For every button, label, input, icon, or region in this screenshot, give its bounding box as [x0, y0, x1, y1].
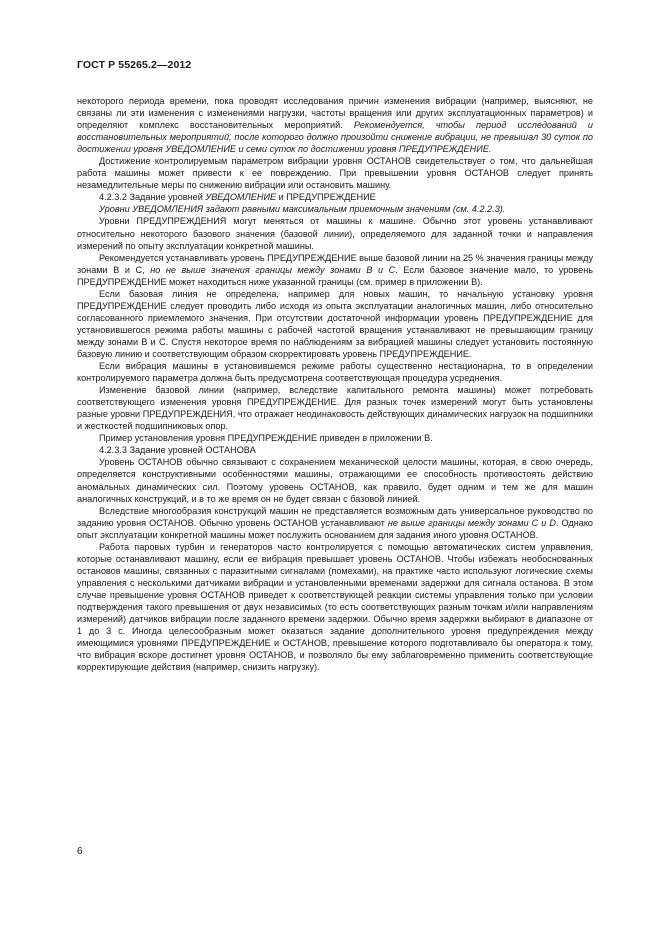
paragraph-p8: [77, 360, 593, 384]
body-text-run: Уровни ПРЕДУПРЕЖДЕНИЯ могут меняться от машины к машине. Обычно этот уровень устанавливают относительно некоторого базового значения (базовой линии), определяемого для заданной точки и направления измерений по опыту эксплуатации конкретной машины.: [77, 216, 593, 251]
italic-text: УВЕДОМЛЕНИЕ: [205, 192, 277, 203]
paragraph-p5: [77, 215, 593, 251]
paragraph-p12: [77, 456, 593, 504]
document-body: [77, 95, 593, 673]
paragraph-p7: [77, 288, 593, 360]
italic-text: не выше границы между зонами С и D: [387, 517, 556, 528]
body-text-run: . Однако опыт эксплуатации конкретной машины может послужить основанием для задания иного уровня ОСТАНОВ.: [77, 517, 593, 540]
body-text-run: Если базовая линия не определена, например для новых машин, то начальную установку уровня ПРЕДУПРЕЖДЕНИЕ следует проводить либо исходя из опыта эксплуатации аналогичных машин, либо относительно согласованного приемлемого значения. При отсутствии достаточной информации уровень ПРЕДУПРЕЖДЕНИЕ для установившегося режима работы машины с рабочей частотой вращения устанавливают не превышающим границу между зонами В и С. Спустя некоторое время по наблюдениям за вибрацией машины следует установить постоянную базовую линию и соответствующим образом скорректировать уровень ПРЕДУПРЕЖДЕНИЕ.: [77, 288, 593, 359]
body-text-run: некоторого периода времени, пока проводят исследования причин изменения вибрации (например, выясняют, не связаны ли эти изменения с изменениями нагрузки, частоты вращения или других эксплуатационных параметров) и определяют комплекс восстановительных мероприятий.: [77, 96, 593, 131]
body-text-run: Уровень ОСТАНОВ обычно связывают с сохранением механической целости машины, которая, в свою очередь, определяется конструктивными особенностями машины, отражающими ее способность противостоять действию аномальных динамических сил. Поэтому уровень ОСТАНОВ, как правило, будет одним и тем же для машин аналогичных конструкций, и в то же время он не будет связан с базовой линией.: [77, 457, 593, 504]
page-number: 6: [77, 846, 83, 857]
body-text-run: Пример установления уровня ПРЕДУПРЕЖДЕНИЕ приведен в приложении В.: [99, 433, 433, 444]
paragraph-p14: [77, 541, 593, 674]
paragraph-p6: [77, 252, 593, 288]
body-text-run: Изменение базовой линии (например, вследствие капитального ремонта машины) может потребовать соответствующего изменения уровня ПРЕДУПРЕЖДЕНИЕ. Для разных точек измерений могут быть установлены разные уровни ПРЕДУПРЕЖДЕНИЯ, что отражает неодинаковость действующих динамических нагрузок на подшипники и жесткостей подшипниковых опор.: [77, 385, 593, 432]
body-text-run: Рекомендуется устанавливать уровень ПРЕДУПРЕЖДЕНИЕ выше базовой линии на 25 % значения границы между зонами В и С,: [77, 252, 594, 275]
paragraph-p11: [77, 444, 593, 456]
body-text-run: Работа паровых турбин и генераторов часто контролируется с помощью автоматических систем управления, которые останавливают машину, если ее вибрация превышает уровень ОСТАНОВ. Чтобы избежать необоснованных остановов машины, связанных с паразитными сигналами (помехами), на практике часто используют логические схемы управления с несколькими датчиками вибрации и установленными временами задержки для сигнала останова. В этом случае превышение уровня ОСТАНОВ приведет к соответствующей реакции системы управления только при условии подтверждения такого превышения от двух независимых (то есть соответствующих разным точкам и/или направлениям измерений) датчиков вибрации после заданного времени задержки. Обычно время задержки выбирают в диапазоне от 1 до 3 с. Иногда целесообразным может оказаться задание дополнительного уровня предупреждения между имеющимися уровнями ПРЕДУПРЕЖДЕНИЕ и ОСТАНОВ, превышение которого подготавливало бы оператора к тому, что вибрация вскоре достигнет уровня ОСТАНОВ, и позволяло бы ему заблаговременно применить соответствующие корректирующие действия (например, снизить нагрузку).: [77, 541, 593, 673]
italic-text: Уровни УВЕДОМЛЕНИЯ задают равными максимальным приемочным значениям (см. 4.2.2.3).: [99, 204, 506, 215]
body-text-run: 4.2.3.2 Задание уровней: [99, 192, 206, 203]
body-text-run: и ПРЕДУПРЕЖДЕНИЕ: [276, 192, 376, 203]
body-text-run: Вследствие многообразия конструкций машин не представляется возможным дать универсальное руководство по заданию уровня ОСТАНОВ. Обычно уровень ОСТАНОВ устанавливают: [77, 505, 593, 528]
paragraph-p10: [77, 432, 593, 444]
paragraph-p2: [77, 155, 593, 191]
italic-text: Рекомендуется, чтобы период исследований и восстановительных мероприятий, после которого должно произойти снижение вибрации, не превышал 30 суток по достижении уровня УВЕДОМЛЕНИЕ и семи суток по достижении уровня ПРЕДУПРЕЖДЕНИЕ.: [77, 120, 593, 155]
paragraph-p1: [77, 95, 593, 155]
body-text-run: . Если базовое значение мало, то уровень ПРЕДУПРЕЖДЕНИЕ может находиться ниже указанной границы (см. пример в приложении В).: [77, 264, 593, 287]
body-text-run: Достижение контролируемым параметром вибрации уровня ОСТАНОВ свидетельствует о том, что дальнейшая работа машины может привести к ее повреждению. При превышении уровня ОСТАНОВ следует принять незамедлительные меры по снижению вибрации или остановить машину.: [77, 156, 593, 191]
body-text-run: Если вибрация машины в установившемся режиме работы существенно нестационарна, то в определении контролируемого параметра должна быть предусмотрена соответствующая процедура усреднения.: [77, 361, 593, 384]
paragraph-p4: [77, 203, 593, 215]
paragraph-p9: [77, 384, 593, 432]
body-text-run: 4.2.3.3 Задание уровней ОСТАНОВА: [99, 445, 256, 456]
document-header: ГОСТ Р 55265.2—2012: [77, 59, 192, 71]
paragraph-p13: [77, 505, 593, 541]
paragraph-p3: [77, 191, 593, 203]
italic-text: но не выше значения границы между зонами В и С: [150, 264, 396, 275]
